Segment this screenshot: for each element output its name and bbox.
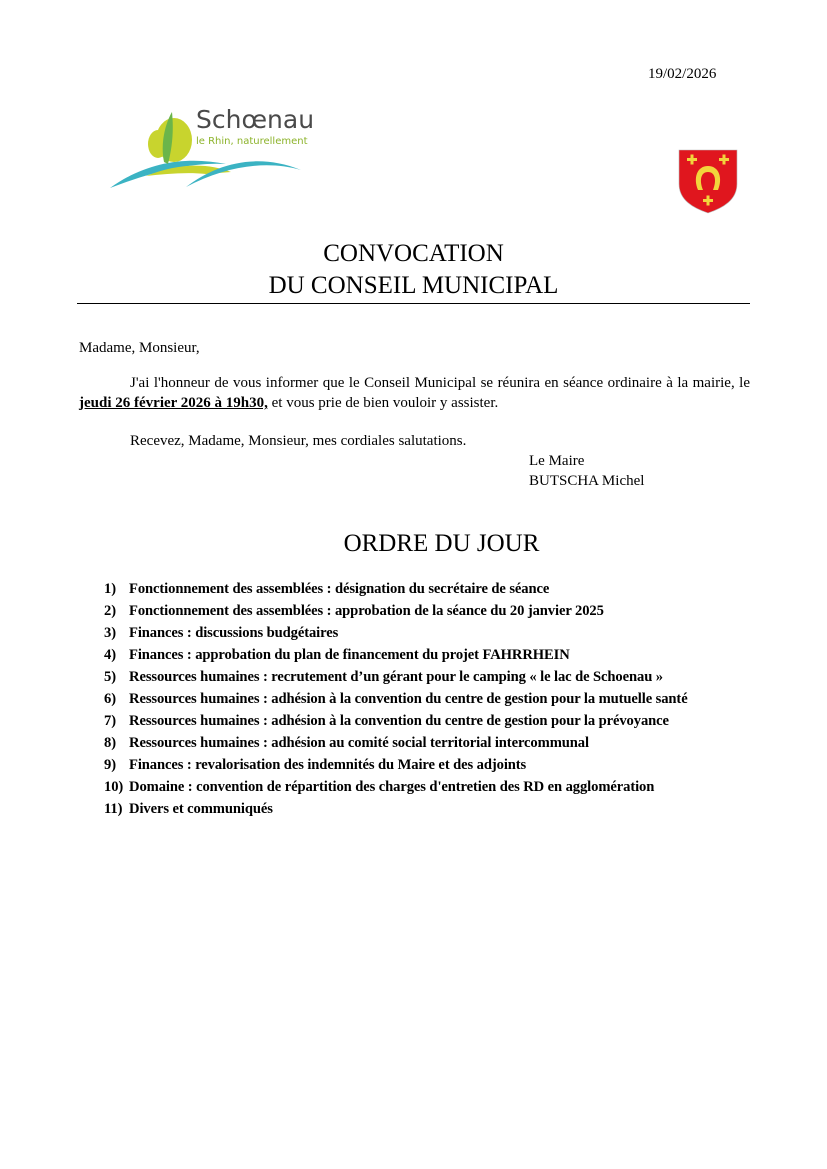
title-divider bbox=[77, 303, 750, 304]
agenda-item-text: Ressources humaines : recrutement d’un gérant pour le camping « le lac de Schoenau » bbox=[129, 669, 663, 685]
agenda-item bbox=[104, 733, 754, 753]
agenda-item-number: 7) bbox=[104, 713, 116, 729]
agenda-item bbox=[104, 579, 754, 599]
agenda-item-number: 11) bbox=[104, 801, 123, 817]
agenda-list bbox=[104, 579, 754, 821]
agenda-item bbox=[104, 711, 754, 731]
svg-text:Schœnau: Schœnau bbox=[196, 105, 315, 134]
signature-role: Le Maire bbox=[529, 453, 585, 469]
agenda-item-number: 2) bbox=[104, 603, 116, 619]
agenda-item-text: Finances : approbation du plan de financement du projet FAHRRHEIN bbox=[129, 647, 570, 663]
agenda-title: ORDRE DU JOUR bbox=[343, 530, 540, 557]
agenda-item bbox=[104, 689, 754, 709]
agenda-item-text: Fonctionnement des assemblées : approbation de la séance du 20 janvier 2025 bbox=[129, 603, 604, 619]
paragraph-text-before: J'ai l'honneur de vous informer que le Conseil Municipal se réunira en séance ordinaire à la mairie, le bbox=[130, 375, 750, 391]
agenda-item-text: Finances : revalorisation des indemnités du Maire et des adjoints bbox=[129, 757, 527, 773]
agenda-item-number: 6) bbox=[104, 691, 116, 707]
title-line-2: DU CONSEIL MUNICIPAL bbox=[268, 272, 559, 299]
agenda-item-text: Fonctionnement des assemblées : désignation du secrétaire de séance bbox=[129, 581, 550, 597]
svg-text:le Rhin, naturellement: le Rhin, naturellement bbox=[196, 136, 308, 147]
agenda-item bbox=[104, 601, 754, 621]
agenda-item-number: 9) bbox=[104, 757, 116, 773]
agenda-item-text: Ressources humaines : adhésion à la convention du centre de gestion pour la prévoyance bbox=[129, 713, 669, 729]
agenda-item-number: 10) bbox=[104, 779, 124, 795]
invitation-paragraph bbox=[79, 373, 750, 413]
title-line-1: CONVOCATION bbox=[323, 240, 504, 267]
agenda-item bbox=[104, 645, 754, 665]
agenda-item bbox=[104, 799, 754, 819]
signature-name: BUTSCHA Michel bbox=[529, 473, 645, 489]
agenda-item bbox=[104, 623, 754, 643]
agenda-item bbox=[104, 667, 754, 687]
agenda-item-number: 4) bbox=[104, 647, 116, 663]
regards: Recevez, Madame, Monsieur, mes cordiales salutations. bbox=[130, 433, 467, 449]
agenda-item-text: Ressources humaines : adhésion à la convention du centre de gestion pour la mutuelle santé bbox=[129, 691, 688, 707]
agenda-item-text: Divers et communiqués bbox=[129, 801, 273, 817]
document-date: 19/02/2026 bbox=[648, 66, 717, 82]
greeting: Madame, Monsieur, bbox=[79, 340, 200, 356]
paragraph-text-after: et vous prie de bien vouloir y assister. bbox=[267, 395, 499, 411]
agenda-item bbox=[104, 755, 754, 775]
agenda-item-number: 1) bbox=[104, 581, 116, 597]
agenda-item-text: Domaine : convention de répartition des charges d'entretien des RD en agglomération bbox=[129, 779, 655, 795]
agenda-item-number: 8) bbox=[104, 735, 116, 751]
schoenau-logo bbox=[106, 92, 338, 202]
signature bbox=[529, 451, 644, 491]
meeting-date: jeudi 26 février 2026 à 19h30, bbox=[79, 395, 268, 411]
agenda-item-text: Finances : discussions budgétaires bbox=[129, 625, 339, 641]
agenda-item-number: 5) bbox=[104, 669, 116, 685]
agenda-item bbox=[104, 777, 754, 797]
agenda-item-number: 3) bbox=[104, 625, 116, 641]
coat-of-arms-icon bbox=[677, 148, 739, 214]
agenda-item-text: Ressources humaines : adhésion au comité social territorial intercommunal bbox=[129, 735, 589, 751]
